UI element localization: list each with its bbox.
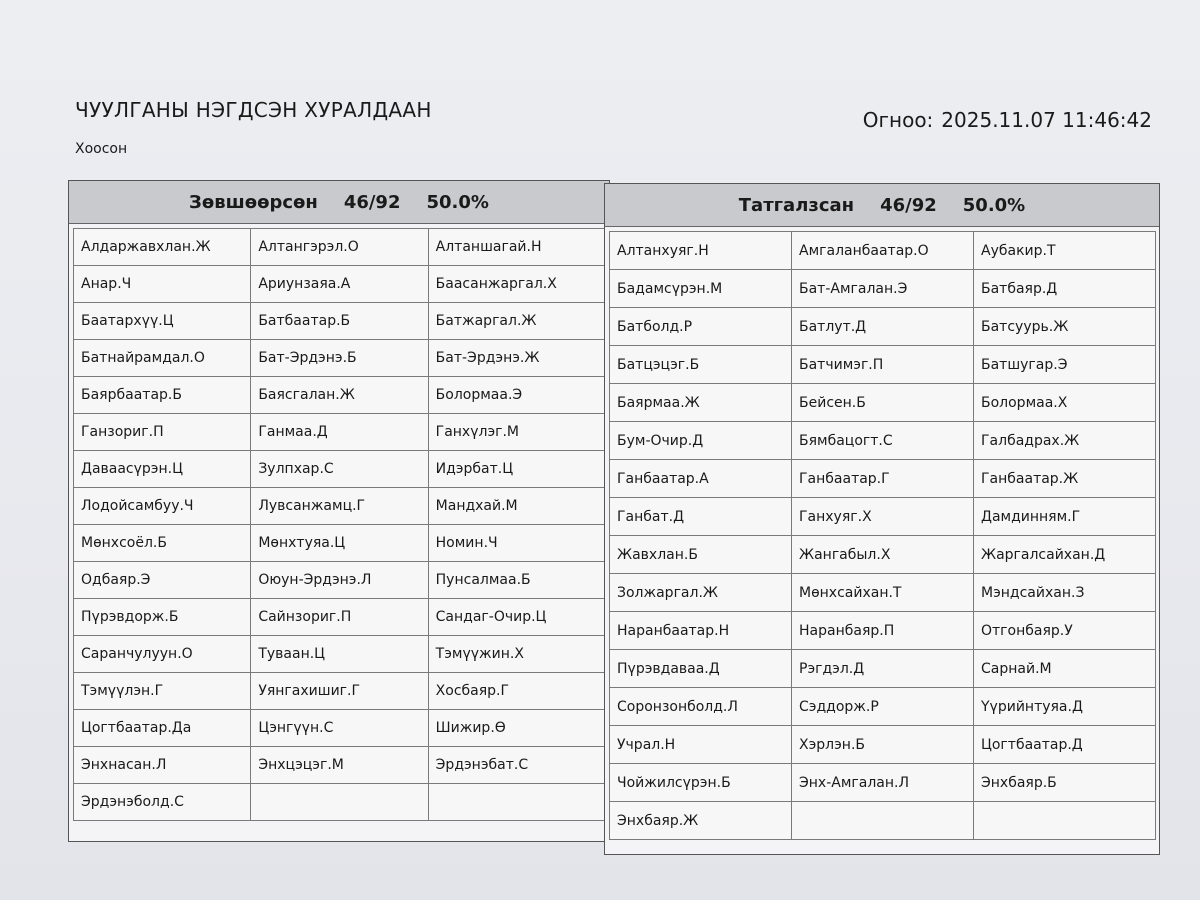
date-display — [863, 108, 1152, 132]
approved-header — [69, 181, 609, 224]
approved-name-cell: Мөнхсоёл.Б — [73, 524, 251, 562]
rejected-name-cell: Батсуурь.Ж — [973, 307, 1156, 346]
approved-name-cell: Алтангэрэл.О — [250, 228, 428, 266]
rejected-name-cell: Жангабыл.Х — [791, 535, 974, 574]
approved-name-cell: Баясгалан.Ж — [250, 376, 428, 414]
approved-name-cell: Лодойсамбуу.Ч — [73, 487, 251, 525]
approved-name-cell: Цэнгүүн.С — [250, 709, 428, 747]
rejected-name-cell: Амгаланбаатар.О — [791, 231, 974, 270]
approved-name-cell: Одбаяр.Э — [73, 561, 251, 599]
rejected-name-cell: Бямбацогт.С — [791, 421, 974, 460]
page-subtitle: Хоосон — [75, 141, 128, 157]
approved-name-cell: Эрдэнэболд.С — [73, 783, 251, 821]
approved-name-cell: Болормаа.Э — [428, 376, 606, 414]
rejected-label: Татгалзсан — [738, 194, 855, 216]
rejected-name-cell: Чойжилсүрэн.Б — [609, 763, 792, 802]
rejected-name-cell: Батболд.Р — [609, 307, 792, 346]
approved-label: Зөвшөөрсөн — [189, 191, 318, 213]
rejected-name-cell: Болормаа.Х — [973, 383, 1156, 422]
page-title: ЧУУЛГАНЫ НЭГДСЭН ХУРАЛДААН — [75, 98, 432, 122]
rejected-name-cell: Галбадрах.Ж — [973, 421, 1156, 460]
rejected-name-cell: Батшугар.Э — [973, 345, 1156, 384]
approved-name-cell: Баатархүү.Ц — [73, 302, 251, 340]
approved-name-cell: Зулпхар.С — [250, 450, 428, 488]
approved-name-cell: Мөнхтуяа.Ц — [250, 524, 428, 562]
rejected-panel — [604, 183, 1160, 855]
rejected-name-cell: Энхбаяр.Б — [973, 763, 1156, 802]
approved-name-cell: Алтаншагай.Н — [428, 228, 606, 266]
rejected-names-grid — [605, 227, 1159, 843]
rejected-name-cell — [973, 801, 1156, 840]
approved-name-cell: Бат-Эрдэнэ.Ж — [428, 339, 606, 377]
approved-name-cell: Оюун-Эрдэнэ.Л — [250, 561, 428, 599]
rejected-name-cell: Батбаяр.Д — [973, 269, 1156, 308]
rejected-name-cell: Дамдинням.Г — [973, 497, 1156, 536]
rejected-name-cell: Мөнхсайхан.Т — [791, 573, 974, 612]
approved-name-cell: Сандаг-Очир.Ц — [428, 598, 606, 636]
rejected-name-cell: Ганбат.Д — [609, 497, 792, 536]
rejected-name-cell: Баярмаа.Ж — [609, 383, 792, 422]
approved-names-grid — [69, 224, 609, 824]
rejected-percent: 50.0% — [962, 194, 1026, 216]
approved-name-cell: Идэрбат.Ц — [428, 450, 606, 488]
rejected-name-cell: Ганхуяг.Х — [791, 497, 974, 536]
approved-name-cell: Ганзориг.П — [73, 413, 251, 451]
approved-name-cell: Батжаргал.Ж — [428, 302, 606, 340]
approved-name-cell: Энхцэцэг.М — [250, 746, 428, 784]
approved-name-cell: Сайнзориг.П — [250, 598, 428, 636]
approved-name-cell: Алдаржавхлан.Ж — [73, 228, 251, 266]
approved-name-cell: Номин.Ч — [428, 524, 606, 562]
rejected-name-cell: Батлут.Д — [791, 307, 974, 346]
rejected-name-cell: Аубакир.Т — [973, 231, 1156, 270]
rejected-name-cell: Ганбаатар.Г — [791, 459, 974, 498]
approved-name-cell: Батнайрамдал.О — [73, 339, 251, 377]
approved-name-cell: Пунсалмаа.Б — [428, 561, 606, 599]
rejected-name-cell: Учрал.Н — [609, 725, 792, 764]
rejected-name-cell: Батцэцэг.Б — [609, 345, 792, 384]
approved-name-cell: Бат-Эрдэнэ.Б — [250, 339, 428, 377]
rejected-name-cell: Үүрийнтуяа.Д — [973, 687, 1156, 726]
approved-name-cell: Даваасүрэн.Ц — [73, 450, 251, 488]
rejected-name-cell: Ганбаатар.Ж — [973, 459, 1156, 498]
approved-name-cell: Тэмүүлэн.Г — [73, 672, 251, 710]
rejected-name-cell: Жавхлан.Б — [609, 535, 792, 574]
date-value: 2025.11.07 11:46:42 — [941, 108, 1152, 132]
approved-panel — [68, 180, 610, 842]
rejected-name-cell: Цогтбаатар.Д — [973, 725, 1156, 764]
approved-name-cell: Мандхай.М — [428, 487, 606, 525]
rejected-name-cell: Рэгдэл.Д — [791, 649, 974, 688]
rejected-name-cell: Отгонбаяр.У — [973, 611, 1156, 650]
rejected-name-cell: Пүрэвдаваа.Д — [609, 649, 792, 688]
approved-name-cell: Пүрэвдорж.Б — [73, 598, 251, 636]
approved-name-cell: Тэмүүжин.Х — [428, 635, 606, 673]
rejected-name-cell: Мэндсайхан.З — [973, 573, 1156, 612]
rejected-name-cell: Энх-Амгалан.Л — [791, 763, 974, 802]
approved-count: 46/92 — [343, 191, 401, 213]
approved-name-cell: Ганмаа.Д — [250, 413, 428, 451]
rejected-name-cell — [791, 801, 974, 840]
approved-name-cell — [428, 783, 606, 821]
rejected-name-cell: Наранбаатар.Н — [609, 611, 792, 650]
approved-name-cell: Эрдэнэбат.С — [428, 746, 606, 784]
approved-name-cell: Анар.Ч — [73, 265, 251, 303]
rejected-name-cell: Сарнай.М — [973, 649, 1156, 688]
date-label: Огноо: — [862, 108, 934, 132]
rejected-name-cell: Соронзонболд.Л — [609, 687, 792, 726]
approved-name-cell: Цогтбаатар.Да — [73, 709, 251, 747]
approved-name-cell: Баярбаатар.Б — [73, 376, 251, 414]
rejected-name-cell: Сэддорж.Р — [791, 687, 974, 726]
rejected-name-cell: Бум-Очир.Д — [609, 421, 792, 460]
approved-name-cell: Баасанжаргал.Х — [428, 265, 606, 303]
approved-percent: 50.0% — [426, 191, 489, 213]
rejected-count: 46/92 — [880, 194, 937, 216]
approved-name-cell: Уянгахишиг.Г — [250, 672, 428, 710]
approved-name-cell: Ганхүлэг.М — [428, 413, 606, 451]
rejected-name-cell: Ганбаатар.А — [609, 459, 792, 498]
rejected-name-cell: Алтанхуяг.Н — [609, 231, 792, 270]
approved-name-cell — [250, 783, 428, 821]
approved-name-cell: Туваан.Ц — [250, 635, 428, 673]
rejected-name-cell: Бейсен.Б — [791, 383, 974, 422]
approved-name-cell: Саранчулуун.О — [73, 635, 251, 673]
approved-name-cell: Энхнасан.Л — [73, 746, 251, 784]
rejected-name-cell: Батчимэг.П — [791, 345, 974, 384]
rejected-name-cell: Золжаргал.Ж — [609, 573, 792, 612]
approved-name-cell: Ариунзаяа.А — [250, 265, 428, 303]
rejected-name-cell: Жаргалсайхан.Д — [973, 535, 1156, 574]
rejected-name-cell: Бадамсүрэн.М — [609, 269, 792, 308]
approved-name-cell: Батбаатар.Б — [250, 302, 428, 340]
approved-name-cell: Шижир.Ө — [428, 709, 606, 747]
rejected-name-cell: Бат-Амгалан.Э — [791, 269, 974, 308]
rejected-name-cell: Наранбаяр.П — [791, 611, 974, 650]
rejected-header — [605, 184, 1159, 227]
approved-name-cell: Хосбаяр.Г — [428, 672, 606, 710]
rejected-name-cell: Хэрлэн.Б — [791, 725, 974, 764]
rejected-name-cell: Энхбаяр.Ж — [609, 801, 792, 840]
approved-name-cell: Лувсанжамц.Г — [250, 487, 428, 525]
